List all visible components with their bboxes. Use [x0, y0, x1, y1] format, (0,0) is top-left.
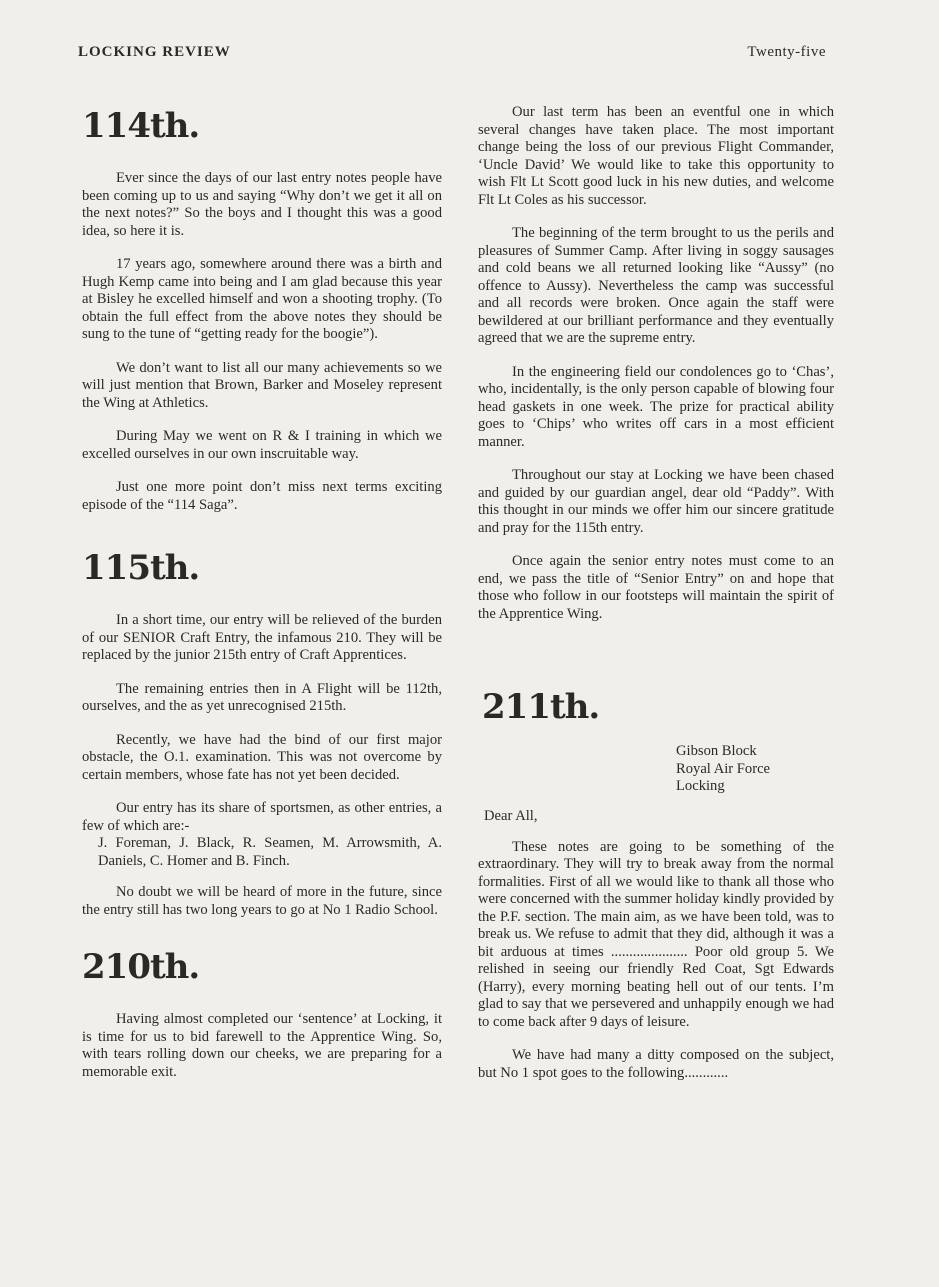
paragraph: These notes are going to be something of the extraordinary. They will try to break away from the normal formalities. First of all we would like to thank all those who were concerned with the summer holiday kindly provided by the P.F. section. The main aim, as we have been told, was to break us. We refuse to admit that they did, although it was a bit arduous at times ..................... Poor old group 5. We relished in seeing our friendly Red Coat, Sgt Edwards (Harry), every morning beating hell out of our tents. I’m glad to say that we persevered and unhappily enough we had to come back after 9 days of leisure. [478, 838, 834, 1030]
section-heading: 115th. [82, 548, 200, 588]
paragraph: Throughout our stay at Locking we have been chased and guided by our guardian angel, dear old “Paddy”. With this thought in our minds we offer him our sincere gratitude and pray for the 115th entry. [478, 467, 834, 536]
address-line: Locking [676, 778, 725, 794]
paragraph: In a short time, our entry will be relieved of the burden of our SENIOR Craft Entry, the infamous 210. They will be replaced by the junior 215th entry of Craft Apprentices. [82, 612, 442, 663]
right-column [478, 104, 834, 1098]
section-heading: 211th. [482, 687, 600, 727]
paragraph: We don’t want to list all our many achievements so we will just mention that Brown, Barker and Moseley represent the Wing at Athletics. [82, 359, 442, 411]
paragraph: Recently, we have had the bind of our first major obstacle, the O.1. examination. This was not overcome by certain members, whose fate has not yet been decided. [82, 731, 442, 783]
salutation: Dear All, [484, 807, 538, 824]
publication-title: LOCKING REVIEW [78, 44, 231, 60]
paragraph: During May we went on R & I training in which we excelled ourselves in our own inscruitable way. [82, 428, 442, 462]
address-line: Royal Air Force [676, 760, 771, 777]
paragraph: Our entry has its share of sportsmen, as other entries, a few of which are:- [82, 800, 442, 834]
paragraph: The beginning of the term brought to us the perils and pleasures of Summer Camp. After living in soggy sausages and cold beans we all returned looking like “Aussy” (no offence to Aussy). Nevertheless the camp was successful and all records were broken. Once again the staff were bewildered at our brilliant performance and they eventually agreed that we are the supreme entry. [478, 225, 834, 346]
paragraph: Once again the senior entry notes must come to an end, we pass the title of “Senior Entry” on and hope that those who follow in our footsteps will maintain the spirit of the Apprentice Wing. [478, 553, 834, 622]
sportsmen-list: J. Foreman, J. Black, R. Seamen, M. Arrowsmith, A. Daniels, C. Homer and B. Finch. [98, 835, 442, 869]
section-heading: 114th. [82, 106, 200, 146]
section-210th-continued [478, 104, 834, 623]
section-210th [82, 947, 442, 1081]
running-header [78, 44, 826, 61]
paragraph: The remaining entries then in A Flight will be 112th, ourselves, and the as yet unrecognised 215th. [82, 680, 442, 714]
section-211th [478, 687, 834, 1082]
paragraph: Our last term has been an eventful one in which several changes have taken place. The most important change being the loss of our previous Flight Commander, ‘Uncle David’ We would like to take this opportunity to wish Flt Lt Scott good luck in his new duties, and welcome Flt Lt Coles as his successor. [478, 104, 834, 208]
paragraph: No doubt we will be heard of more in the future, since the entry still has two long years to go at No 1 Radio School. [82, 884, 442, 918]
section-heading: 210th. [82, 947, 200, 987]
address-block [676, 743, 834, 796]
paragraph: We have had many a ditty composed on the subject, but No 1 spot goes to the following............ [478, 1047, 834, 1081]
address-line: Gibson Block [676, 743, 757, 759]
section-114th [82, 106, 442, 514]
paragraph: Just one more point don’t miss next terms exciting episode of the “114 Saga”. [82, 479, 442, 513]
paragraph: Having almost completed our ‘sentence’ at Locking, it is time for us to bid farewell to the Apprentice Wing. So, with tears rolling down our cheeks, we are preparing for a memorable exit. [82, 1011, 442, 1080]
paragraph: Ever since the days of our last entry notes people have been coming up to us and saying “Why don’t we get it all on the next notes?” So the boys and I thought this was a good idea, so here it is. [82, 170, 442, 239]
paragraph: 17 years ago, somewhere around there was a birth and Hugh Kemp came into being and I am glad because this year at Bisley he excelled himself and won a shooting trophy. (To obtain the full effect from the above notes they should be sung to the tune of “getting ready for the boogie”). [82, 256, 442, 342]
paragraph: In the engineering field our condolences go to ‘Chas’, who, incidentally, is the only person capable of blowing four head gaskets in one week. The prize for practical ability goes to ‘Chips’ who writes off cars in a most efficient manner. [478, 363, 834, 450]
page-number: Twenty-five [747, 44, 826, 60]
section-115th [82, 548, 442, 919]
left-column [82, 100, 442, 1097]
